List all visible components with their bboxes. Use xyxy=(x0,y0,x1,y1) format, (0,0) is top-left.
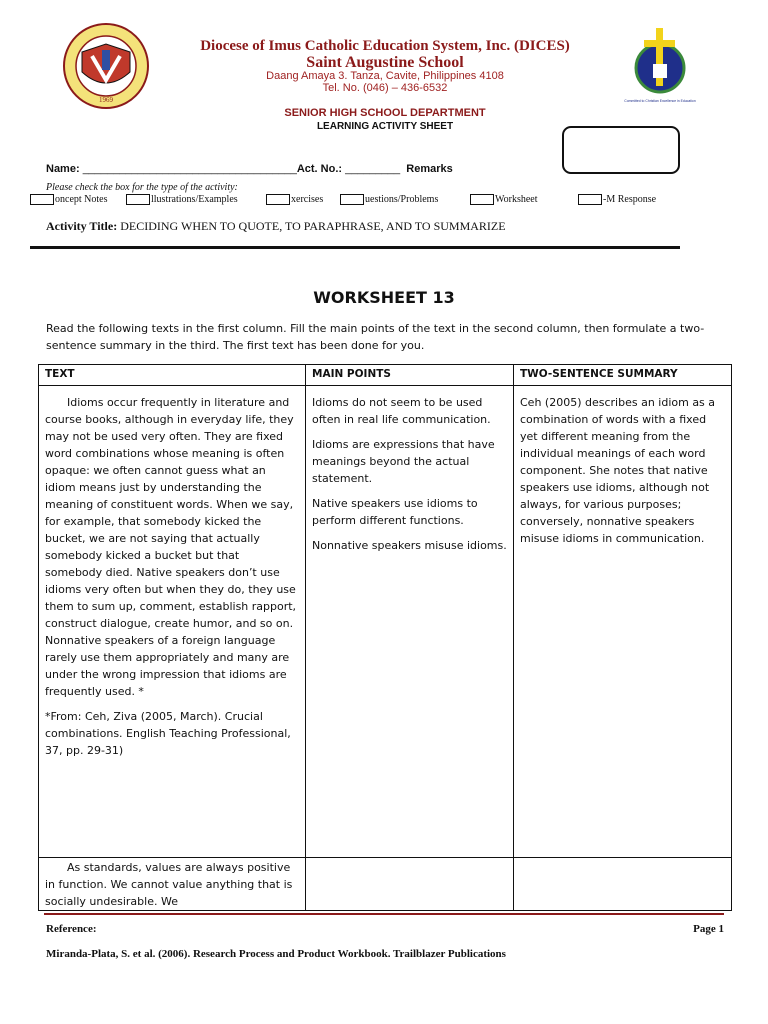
main-points-cell[interactable] xyxy=(306,858,514,911)
column-header-main-points: MAIN POINTS xyxy=(306,365,514,386)
dices-logo xyxy=(622,24,698,104)
activity-title-label: Activity Title: xyxy=(46,219,118,233)
text-cell xyxy=(39,858,306,911)
checkbox[interactable] xyxy=(126,194,150,205)
checkbox[interactable] xyxy=(470,194,494,205)
main-point: Native speakers use idioms to perform different functions. xyxy=(312,497,478,527)
checkbox[interactable] xyxy=(340,194,364,205)
column-header-summary: TWO-SENTENCE SUMMARY xyxy=(514,365,732,386)
option-worksheet[interactable]: Worksheet xyxy=(470,194,538,205)
summary-cell[interactable] xyxy=(514,386,732,858)
option-questions[interactable]: uestions/Problems xyxy=(340,194,438,205)
main-point: Nonnative speakers misuse idioms. xyxy=(312,539,507,552)
act-no-field[interactable]: _________ xyxy=(345,163,401,175)
passage-text: As standards, values are always positive in function. We cannot value anything that is socially undesirable. We xyxy=(45,861,293,908)
department-label: SENIOR HIGH SCHOOL DEPARTMENT xyxy=(284,107,486,119)
table-header-row xyxy=(39,365,732,386)
school-seal-logo xyxy=(62,22,150,110)
main-points-cell[interactable] xyxy=(306,386,514,858)
worksheet-title: WORKSHEET 13 xyxy=(313,288,455,307)
checkbox[interactable] xyxy=(578,194,602,205)
page-number: Page 1 xyxy=(693,923,724,935)
option-exercises[interactable]: xercises xyxy=(266,194,323,205)
activity-title-text: DECIDING WHEN TO QUOTE, TO PARAPHRASE, AND TO SUMMARIZE xyxy=(120,219,506,233)
school-telephone: Tel. No. (046) – 436-6532 xyxy=(322,82,448,94)
school-address: Daang Amaya 3. Tanza, Cavite, Philippines 4108 xyxy=(266,70,504,82)
name-act-row xyxy=(46,163,453,175)
table-row xyxy=(39,858,732,911)
school-name: Saint Augustine School xyxy=(306,54,464,71)
passage-text: Idioms occur frequently in literature and course books, although in everyday life, they may not be used very often. They are fixed word combinations whose meaning is often opaque: we often cannot guess what an idiom means just by understanding the meaning of constituent words. When we say, for example, that somebody kicked the bucket, we are not saying that actually somebody kicked a bucket but that somebody died. Native speakers don’t use idioms very often but when they do, they use them to sum up, comment, establish rapport, construct dialogue, create humor, and so on. Nonnative speakers of a foreign language rarely use them appropriately and many are under the wrong impression that idioms are frequently used. * xyxy=(45,396,297,698)
main-point: Idioms are expressions that have meanings beyond the actual statement. xyxy=(312,438,495,485)
reference-label: Reference: xyxy=(46,923,97,935)
worksheet-instructions: Read the following texts in the first column. Fill the main points of the text in the second column, then formulate a two-sentence summary in the third. The first text has been done for you. xyxy=(46,322,705,352)
reference-citation: Miranda-Plata, S. et al. (2006). Research Process and Product Workbook. Trailblazer Publications xyxy=(46,948,506,960)
org-name: Diocese of Imus Catholic Education System, Inc. (DICES) xyxy=(200,38,570,54)
footer-divider xyxy=(44,913,724,915)
remarks-box[interactable] xyxy=(562,126,680,174)
summary-cell[interactable] xyxy=(514,858,732,911)
checkbox[interactable] xyxy=(266,194,290,205)
activity-type-hint: Please check the box for the type of the activity: xyxy=(46,182,238,193)
option-illustrations[interactable]: llustrations/Examples xyxy=(126,194,238,205)
name-label: Name: xyxy=(46,163,80,175)
activity-title xyxy=(46,219,506,234)
worksheet-table xyxy=(38,364,732,911)
passage-source: *From: Ceh, Ziva (2005, March). Crucial combinations. English Teaching Professional, 37, pp. 29-31) xyxy=(45,710,291,757)
sheet-type-label: LEARNING ACTIVITY SHEET xyxy=(316,121,454,132)
table-row xyxy=(39,386,732,858)
name-field[interactable]: ___________________________________ xyxy=(82,163,297,175)
activity-type-options xyxy=(30,194,730,208)
main-point: Idioms do not seem to be used often in real life communication. xyxy=(312,396,491,426)
summary-text: Ceh (2005) describes an idiom as a combination of words with a fixed yet different meaning from the individual meanings of each word component. She notes that native speakers use idioms, although not always, for various purposes; conversely, nonnative speakers misuse idioms in communication. xyxy=(520,396,716,545)
svg-text:1969: 1969 xyxy=(99,96,113,104)
header-divider xyxy=(30,246,680,249)
text-cell xyxy=(39,386,306,858)
checkbox[interactable] xyxy=(30,194,54,205)
option-concept-notes[interactable]: oncept Notes xyxy=(30,194,108,205)
column-header-text: TEXT xyxy=(39,365,306,386)
remarks-label: Remarks xyxy=(406,163,453,175)
act-no-label: Act. No.: xyxy=(296,163,343,175)
svg-text:Committed to Christian Excelle: Committed to Christian Excellence in Education xyxy=(624,99,696,103)
option-m-response[interactable]: -M Response xyxy=(578,194,656,205)
